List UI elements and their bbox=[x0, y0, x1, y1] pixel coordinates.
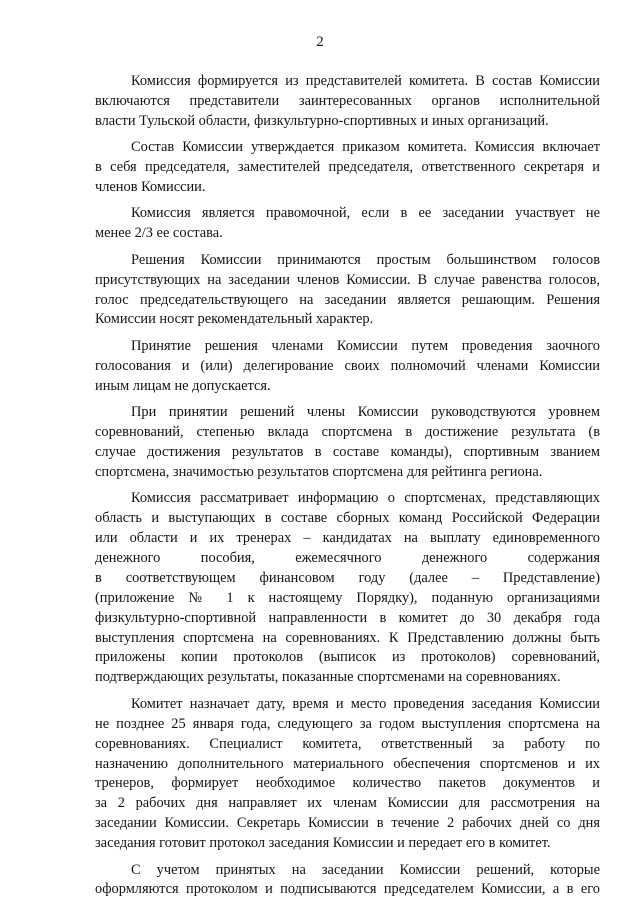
paragraph-2 bbox=[95, 138, 600, 198]
text-line: назначению дополнительного материального обеспечения спортсменов и их bbox=[95, 755, 600, 772]
text-line: Комиссия рассматривает информацию о спортсменах, представляющих bbox=[131, 490, 600, 507]
text-line: присутствующих на заседании членов Комиссии. В случае равенства голосов, bbox=[95, 271, 600, 288]
text-line: Комиссия формируется из представителей комитета. В состав Комиссии bbox=[131, 73, 600, 89]
text-line: голос председательствующего на заседании является решающим. Решения bbox=[95, 291, 600, 308]
text-line: менее 2/3 ее состава. bbox=[95, 225, 223, 242]
text-line: денежного пособия, ежемесячного денежного содержания bbox=[95, 549, 600, 566]
text-line: в соответствующем финансовом году (далее – Представление) bbox=[95, 569, 600, 586]
text-line: Комиссии носят рекомендательный характер. bbox=[95, 311, 374, 328]
text-line: включаются представители заинтересованных органов исполнительной bbox=[95, 92, 600, 109]
text-line: Комитет назначает дату, время и место проведения заседания Комиссии bbox=[131, 695, 600, 712]
text-line: (приложение № 1 к настоящему Порядку), поданную организациями bbox=[95, 589, 600, 606]
text-line: Состав Комиссии утверждается приказом комитета. Комиссия включает bbox=[131, 139, 600, 156]
paragraph-5 bbox=[95, 337, 600, 397]
page-number: 2 bbox=[316, 34, 324, 50]
text-line: заседании Комиссии. Секретарь Комиссии в течение 2 рабочих дней со дня bbox=[95, 815, 600, 832]
text-line: голосования и (или) делегирование своих полномочий членами Комиссии bbox=[95, 357, 600, 374]
text-line: Принятие решения членами Комиссии путем проведения заочного bbox=[131, 337, 600, 354]
text-line: в себя председателя, заместителей председателя, ответственного секретаря и bbox=[95, 159, 600, 176]
text-line: членов Комиссии. bbox=[95, 179, 206, 196]
paragraph-1 bbox=[95, 72, 600, 132]
paragraph-7 bbox=[95, 489, 600, 688]
text-line: При принятии решений члены Комиссии руководствуются уровнем bbox=[131, 404, 600, 421]
text-line: область и выступающих в составе сборных команд Российской Федерации bbox=[95, 510, 600, 527]
paragraph-8 bbox=[95, 695, 600, 854]
paragraph-4 bbox=[95, 251, 600, 331]
text-line: не позднее 25 января года, следующего за годом выступления спортсмена на bbox=[95, 715, 600, 732]
text-line: физкультурно-спортивной направленности в комитет до 30 декабря года bbox=[95, 609, 600, 626]
text-line: приложены копии протоколов (выписок из протоколов) соревнований, bbox=[95, 649, 600, 666]
text-line: Решения Комиссии принимаются простым большинством голосов bbox=[131, 251, 600, 268]
paragraph-9 bbox=[95, 861, 600, 901]
text-line: Комиссия является правомочной, если в ее заседании участвует не bbox=[131, 205, 600, 222]
text-line: соревнований, степенью вклада спортсмена в достижение результата (в bbox=[95, 424, 600, 440]
text-line: соревнованиях. Специалист комитета, ответственный за работу по bbox=[95, 735, 600, 752]
text-line: спортсмена, значимостью результатов спортсмена для рейтинга региона. bbox=[95, 463, 543, 480]
text-line: подтверждающих результаты, показанные спортсменами на соревнованиях. bbox=[95, 669, 561, 686]
document-body bbox=[95, 72, 600, 900]
text-line: оформляются протоколом и подписываются председателем Комиссии, а в его bbox=[95, 881, 600, 898]
text-line: случае достижения результатов в составе команды), спортивным званием bbox=[95, 443, 600, 460]
paragraph-3 bbox=[95, 204, 600, 244]
text-line: выступления спортсмена на соревнованиях. К Представлению должны быть bbox=[95, 629, 600, 646]
text-line: власти Тульской области, физкультурно-спортивных и иных организаций. bbox=[95, 112, 549, 129]
text-line: заседания готовит протокол заседания Комиссии и передает его в комитет. bbox=[95, 835, 551, 852]
text-line: за 2 рабочих дня направляет их членам Комиссии для рассмотрения на bbox=[95, 795, 600, 812]
text-line: или области и их тренерах – кандидатах на выплату единовременного bbox=[95, 530, 600, 547]
text-line: иным лицам не допускается. bbox=[95, 377, 271, 394]
text-line: тренеров, формирует необходимое количество пакетов документов и bbox=[95, 775, 600, 792]
paragraph-6 bbox=[95, 403, 600, 483]
text-line: С учетом принятых на заседании Комиссии решений, которые bbox=[131, 861, 600, 878]
